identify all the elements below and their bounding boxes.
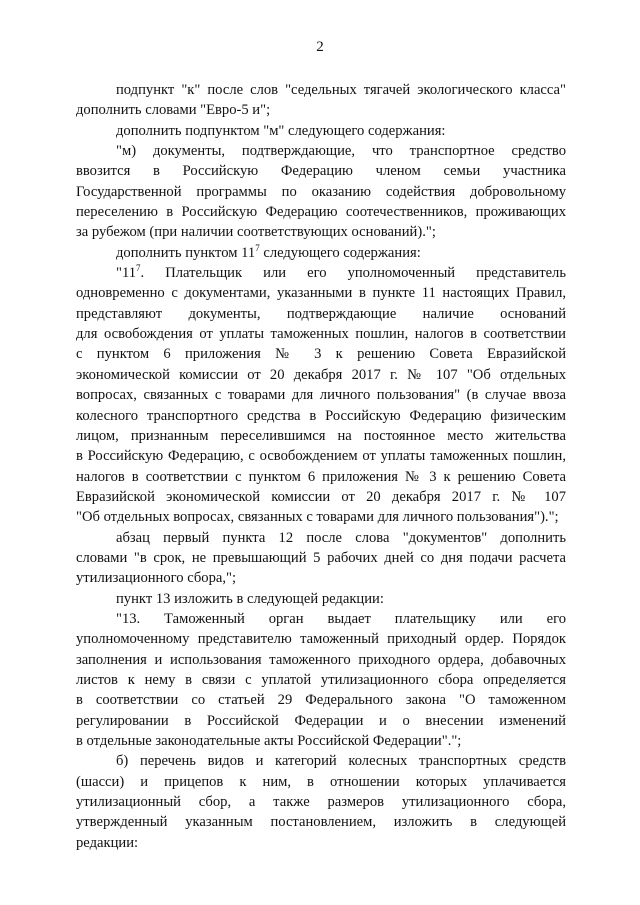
text-line-continuation: . Плательщик или его уполномоченный представитель — [140, 265, 566, 282]
text-line-content: утилизационный сбор, а также размеров утилизационного сбора, — [76, 794, 566, 811]
text-line-content: Государственной программы по оказанию содействия добровольному — [76, 183, 566, 200]
text-line-content: пункт 13 изложить в следующей редакции: — [116, 590, 384, 607]
text-line-content: регулировании в Российской Федерации и о внесении изменений — [76, 712, 566, 729]
text-line — [76, 507, 566, 527]
text-line — [76, 548, 566, 568]
text-line — [76, 446, 566, 466]
text-line — [76, 731, 566, 751]
text-line — [76, 528, 566, 548]
text-line-content: абзац первый пункта 12 после слова "документов" дополнить — [116, 529, 566, 546]
text-line — [76, 426, 566, 446]
text-line — [76, 365, 566, 385]
text-line-content: Евразийской экономической комиссии от 20 декабря 2017 г. № 107 — [76, 488, 566, 505]
text-line — [76, 243, 566, 263]
text-line — [76, 385, 566, 405]
text-line — [76, 283, 566, 303]
text-line — [76, 406, 566, 426]
text-line — [76, 80, 566, 100]
text-line-content: "11 — [116, 265, 137, 282]
text-line — [76, 222, 566, 242]
text-line — [76, 344, 566, 364]
text-line — [76, 304, 566, 324]
text-line-content: листов к нему в связи с уплатой утилизационного сбора определяется — [76, 671, 566, 688]
text-line — [76, 263, 566, 283]
text-line-content: представляют документы, подтверждающие наличие оснований — [76, 305, 566, 322]
text-line-content: для освобождения от уплаты таможенных пошлин, налогов в соответствии — [76, 326, 566, 343]
text-line — [76, 772, 566, 792]
text-line-content: за рубежом (при наличии соответствующих оснований)."; — [76, 224, 436, 241]
text-line-content: переселению в Российскую Федерацию соотечественников, проживающих — [76, 204, 566, 221]
text-line — [76, 161, 566, 181]
text-line — [76, 812, 566, 832]
text-line-content: утилизационного сбора,"; — [76, 570, 237, 587]
text-line-content: редакции: — [76, 834, 139, 851]
text-line-content: одновременно с документами, указанными в пункте 11 настоящих Правил, — [76, 285, 566, 302]
text-line-content: подпункт "к" после слов "седельных тягачей экологического класса" — [116, 82, 566, 98]
text-line — [76, 711, 566, 731]
text-line-content: б) перечень видов и категорий колесных транспортных средств — [116, 753, 566, 770]
text-line — [76, 467, 566, 487]
text-line — [76, 670, 566, 690]
text-line — [76, 650, 566, 670]
text-line-content: "13. Таможенный орган выдает плательщику или его — [116, 610, 566, 627]
text-line-content: "м) документы, подтверждающие, что транспортное средство — [116, 143, 566, 160]
text-line-content: экономической комиссии от 20 декабря 2017 г. № 107 "Об отдельных — [76, 366, 566, 383]
text-line-content: в соответствии со статьей 29 Федерального закона "О таможенном — [76, 692, 566, 709]
text-line — [76, 182, 566, 202]
text-line — [76, 833, 566, 853]
text-line-content: вопросах, связанных с товарами для личного пользования" (в случае ввоза — [76, 387, 566, 404]
text-line-content: уполномоченному представителю таможенный приходный ордер. Порядок — [76, 631, 566, 648]
text-line-content: налогов в соответствии с пунктом 6 приложения № 3 к решению Совета — [76, 468, 566, 485]
superscript-marker: 7 — [255, 242, 260, 253]
text-line-content: дополнить словами "Евро-5 и"; — [76, 102, 271, 119]
text-line-content: словами "в срок, не превышающий 5 рабочих дней со дня подачи расчета — [76, 549, 566, 566]
text-line-content: утвержденный указанным постановлением, изложить в следующей — [76, 814, 566, 831]
text-line-content: ввозится в Российскую Федерацию членом семьи участника — [76, 163, 566, 180]
text-line — [76, 568, 566, 588]
superscript-marker: 7 — [136, 263, 141, 274]
text-line-content: "Об отдельных вопросах, связанных с товарами для личного пользования")."; — [76, 509, 559, 526]
text-line — [76, 629, 566, 649]
text-line — [76, 589, 566, 609]
text-line-content: дополнить подпунктом "м" следующего содержания: — [116, 122, 446, 139]
text-line — [76, 751, 566, 771]
text-line-continuation: следующего содержания: — [259, 244, 421, 261]
text-line — [76, 324, 566, 344]
text-line — [76, 121, 566, 141]
text-line — [76, 100, 566, 120]
text-line — [76, 487, 566, 507]
document-body — [76, 80, 566, 853]
text-line-content: колесного транспортного средства в Российскую Федерацию физическим — [76, 407, 566, 424]
text-line — [76, 792, 566, 812]
text-line-content: в отдельные законодательные акты Российской Федерации"."; — [76, 733, 462, 749]
text-line — [76, 690, 566, 710]
page-number: 2 — [316, 39, 324, 55]
text-line-content: дополнить пунктом 11 — [116, 244, 256, 261]
text-line-content: в Российскую Федерацию, с освобождением от уплаты таможенных пошлин, — [76, 448, 566, 465]
text-line — [76, 609, 566, 629]
text-line-content: (шасси) и прицепов к ним, в отношении которых уплачивается — [76, 773, 566, 790]
text-line-content: заполнения и использования таможенного приходного ордера, добавочных — [76, 651, 566, 668]
text-line — [76, 202, 566, 222]
text-line — [76, 141, 566, 161]
text-line-content: с пунктом 6 приложения № 3 к решению Совета Евразийской — [76, 346, 566, 363]
text-line-content: лицом, признанным переселившимся на постоянное место жительства — [76, 427, 566, 444]
